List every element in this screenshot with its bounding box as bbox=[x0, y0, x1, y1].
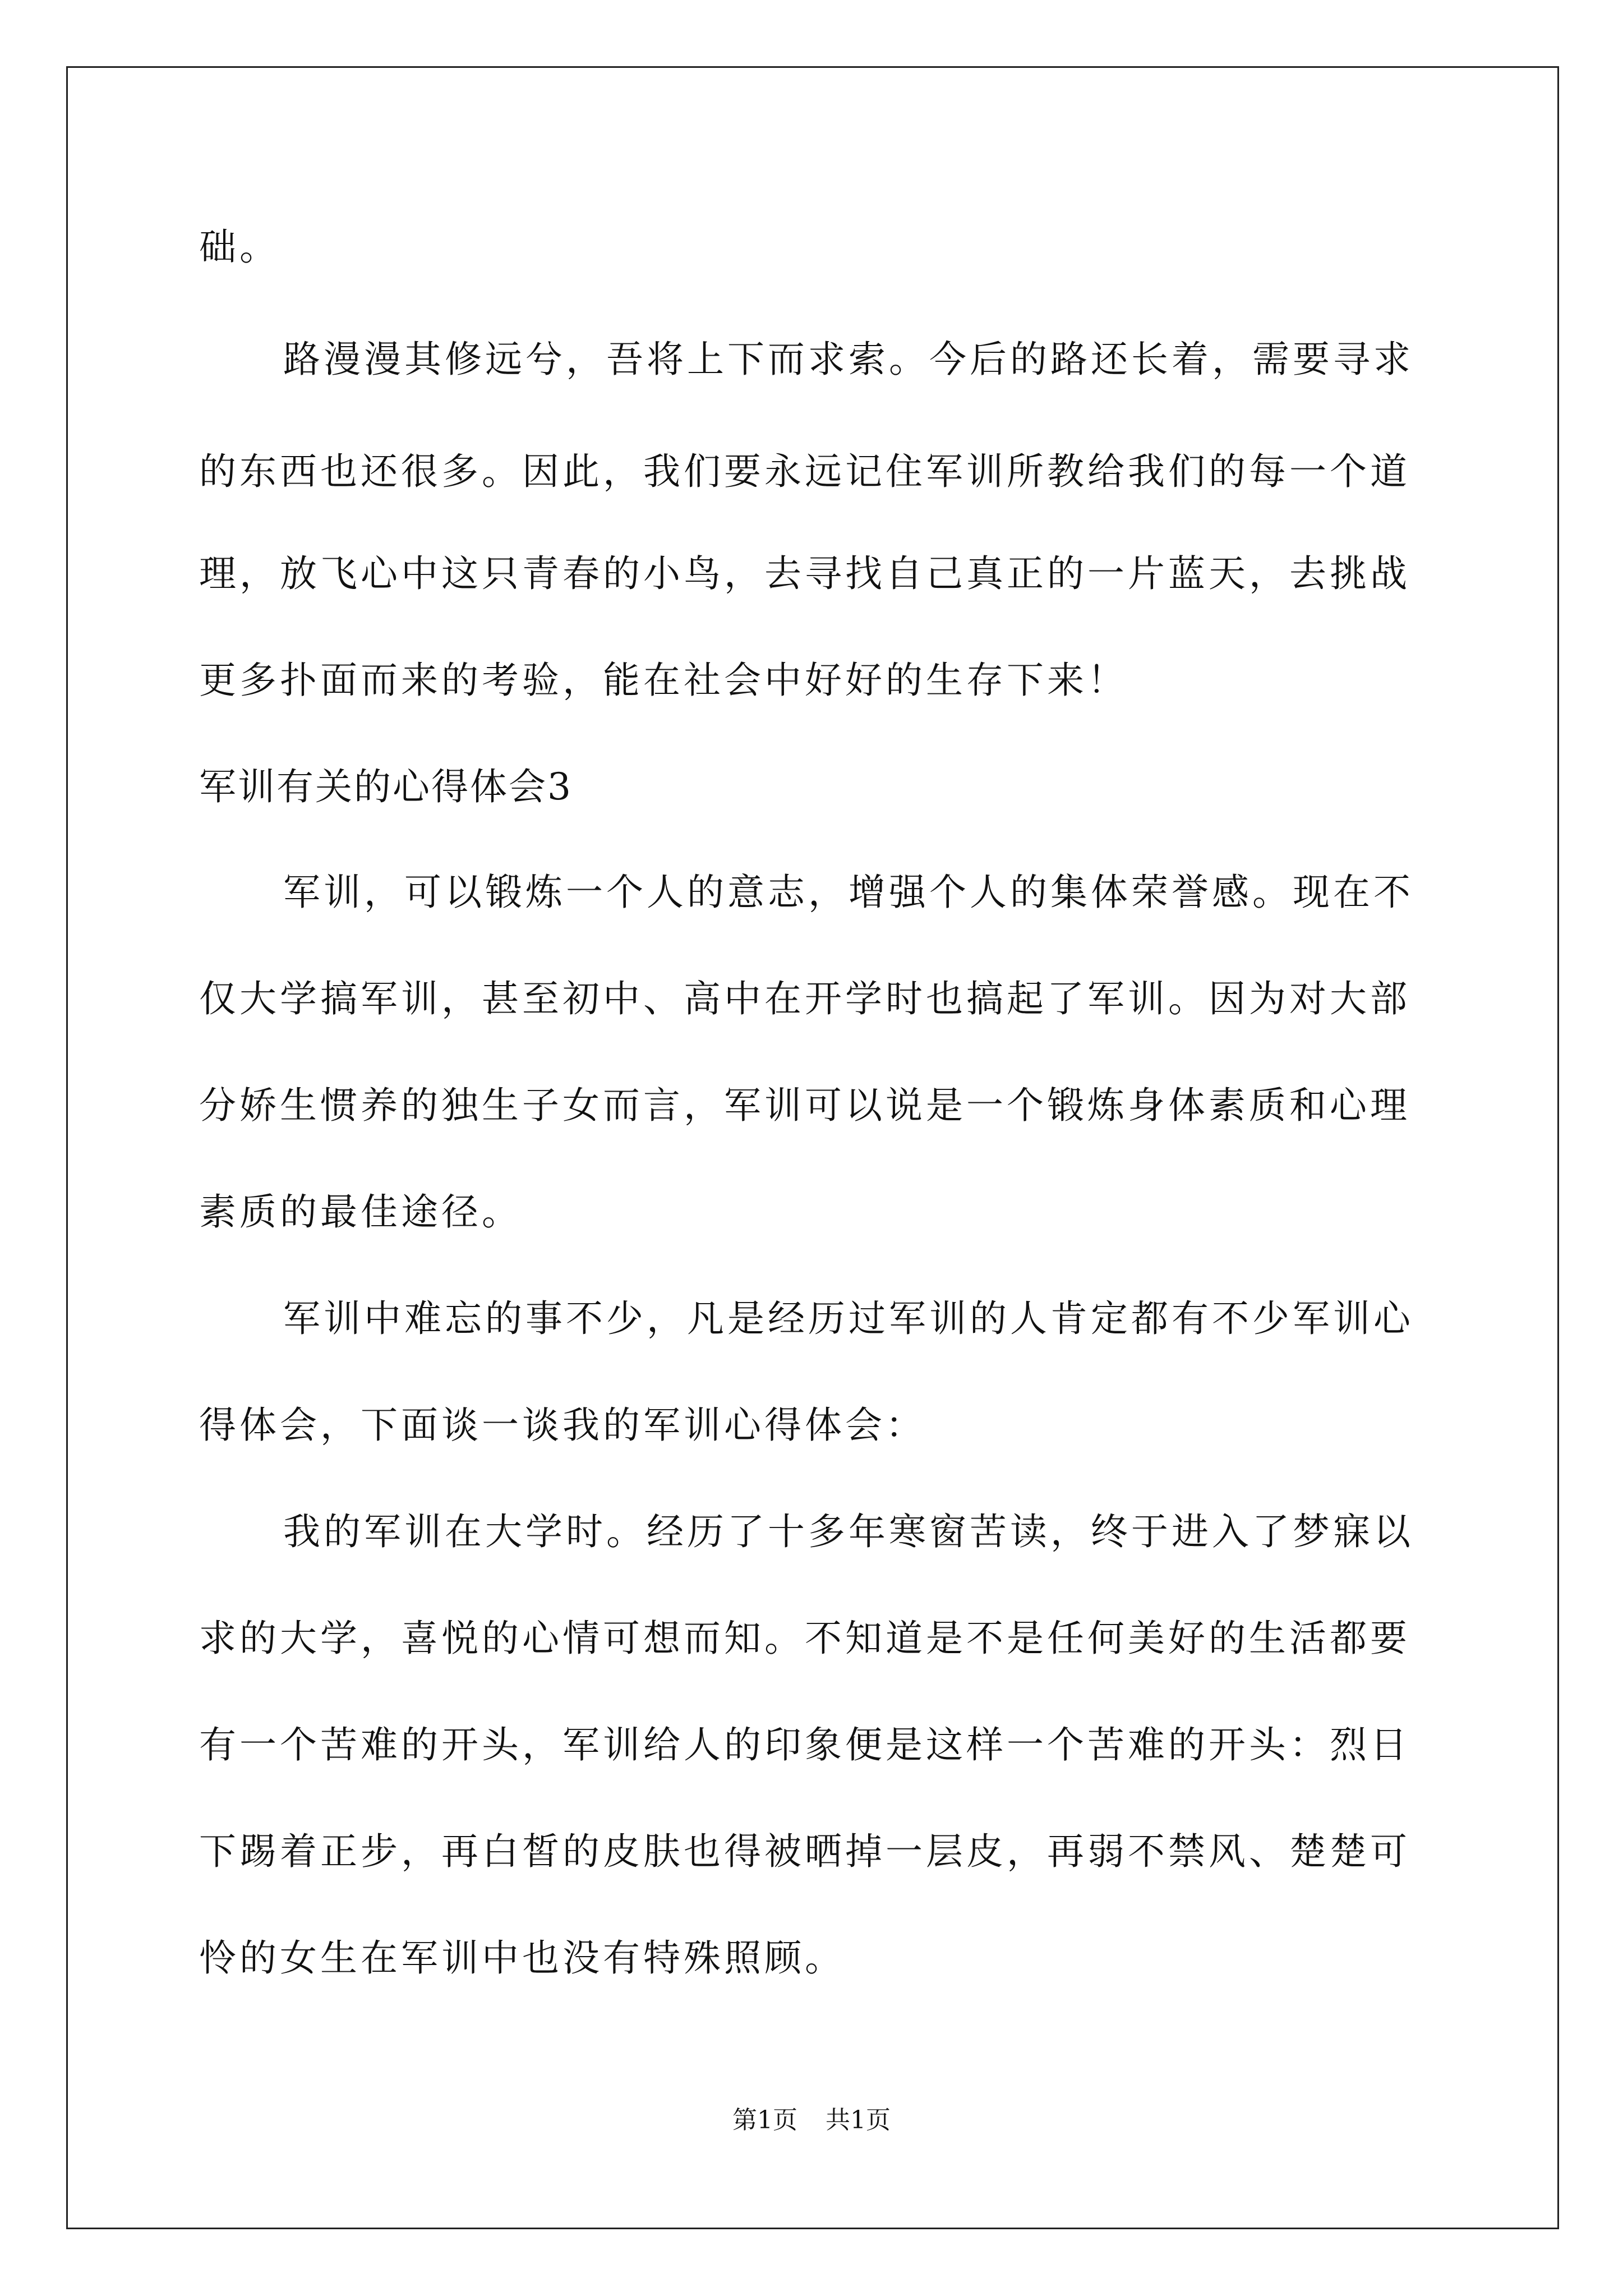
paragraph-line: 得体会，下面谈一谈我的军训心得体会： bbox=[199, 1404, 926, 1447]
paragraph-line: 我的军训在大学时。经历了十多年寒窗苦读，终于进入了梦寐以 bbox=[283, 1510, 1414, 1553]
page-footer bbox=[0, 2108, 1623, 2133]
paragraph-line: 军训，可以锻炼一个人的意志，增强个人的集体荣誉感。现在不 bbox=[283, 871, 1414, 914]
paragraph-line: 怜的女生在军训中也没有特殊照顾。 bbox=[199, 1936, 845, 1980]
page-border bbox=[66, 66, 1559, 2229]
page-total: 共1页 bbox=[826, 2106, 891, 2134]
paragraph-line: 更多扑面而来的考验，能在社会中好好的生存下来！ bbox=[199, 659, 1128, 702]
page-number: 第1页 bbox=[732, 2106, 797, 2134]
paragraph-line: 分娇生惯养的独生子女而言，军训可以说是一个锻炼身体素质和心理 bbox=[199, 1084, 1410, 1127]
paragraph-line: 军训中难忘的事不少，凡是经历过军训的人肯定都有不少军训心 bbox=[283, 1297, 1414, 1340]
section-heading: 军训有关的心得体会3 bbox=[199, 765, 573, 808]
paragraph-line: 求的大学，喜悦的心情可想而知。不知道是不是任何美好的生活都要 bbox=[199, 1617, 1410, 1660]
paragraph-line: 础。 bbox=[199, 226, 280, 269]
paragraph-line: 素质的最佳途径。 bbox=[199, 1190, 522, 1234]
paragraph-line: 理，放飞心中这只青春的小鸟，去寻找自己真正的一片蓝天，去挑战 bbox=[199, 552, 1410, 595]
paragraph-line: 仅大学搞军训，甚至初中、高中在开学时也搞起了军训。因为对大部 bbox=[199, 977, 1410, 1020]
paragraph-line: 下踢着正步，再白皙的皮肤也得被晒掉一层皮，再弱不禁风、楚楚可 bbox=[199, 1830, 1410, 1873]
paragraph-line: 路漫漫其修远兮，吾将上下而求索。今后的路还长着，需要寻求 bbox=[283, 338, 1414, 381]
paragraph-line: 有一个苦难的开头，军训给人的印象便是这样一个苦难的开头：烈日 bbox=[199, 1723, 1410, 1766]
paragraph-line: 的东西也还很多。因此，我们要永远记住军训所教给我们的每一个道 bbox=[199, 450, 1410, 493]
